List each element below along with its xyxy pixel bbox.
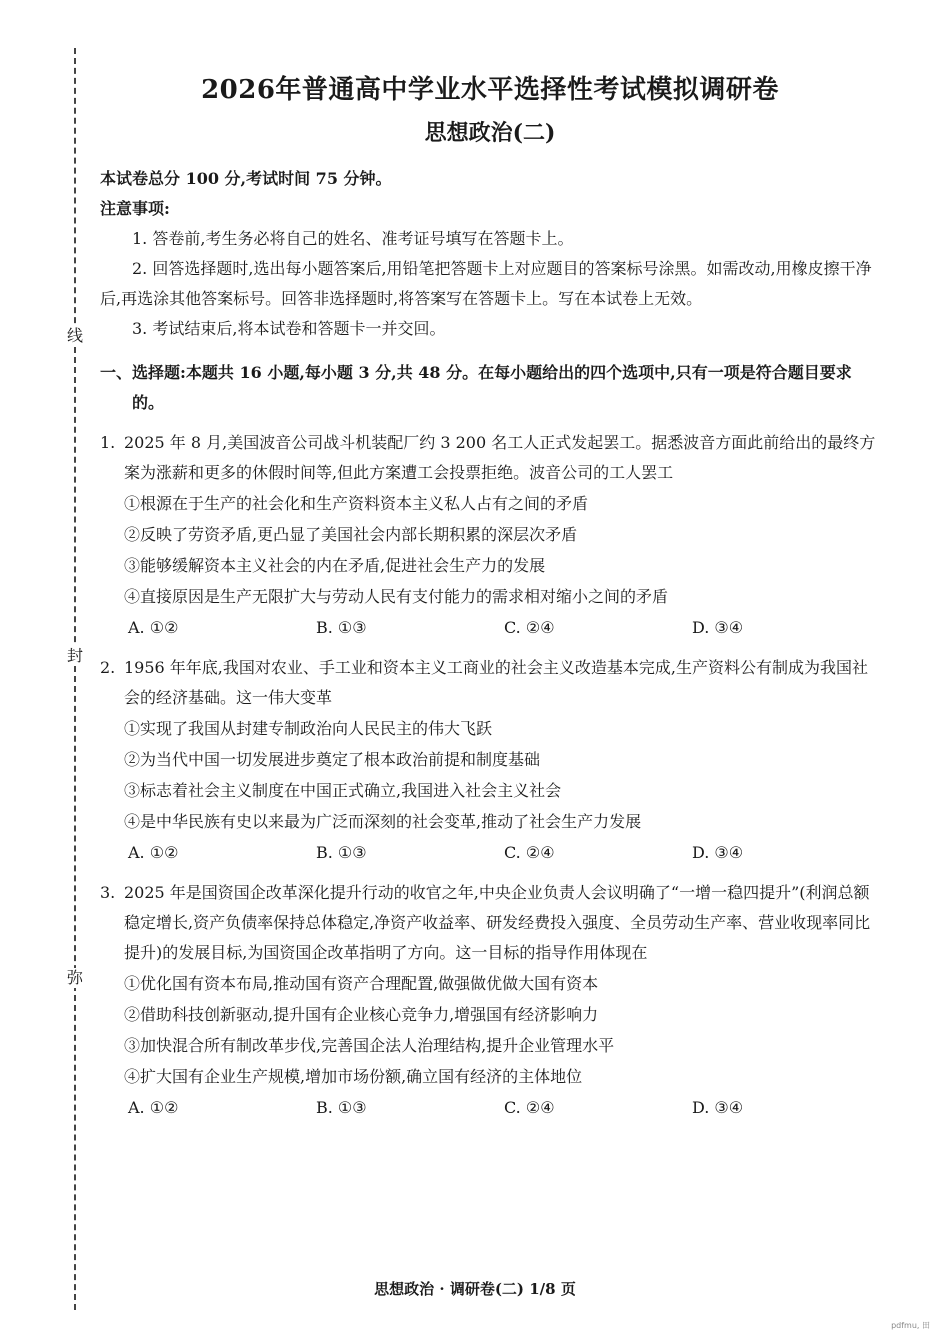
- statement: ②反映了劳资矛盾,更凸显了美国社会内部长期积累的深层次矛盾: [124, 525, 578, 544]
- question-number: 3.: [100, 883, 116, 902]
- answer-choices: [100, 837, 880, 868]
- choice-d: D. ③④: [692, 843, 744, 862]
- question-text: 1956 年年底,我国对农业、手工业和资本主义工商业的社会主义改造基本完成,生产资料公有制成为我国社会的经济基础。这一伟大变革: [124, 658, 868, 707]
- statement: ①优化国有资本布局,推动国有资产合理配置,做强做优做大国有资本: [124, 974, 599, 993]
- question-1: [100, 428, 880, 643]
- exam-total-info: 本试卷总分 100 分,考试时间 75 分钟。: [100, 169, 392, 188]
- answer-choices: [100, 612, 880, 643]
- notes-heading: 注意事项:: [100, 199, 170, 218]
- statement: ③能够缓解资本主义社会的内在矛盾,促进社会生产力的发展: [124, 556, 546, 575]
- exam-title: 2026年普通高中学业水平选择性考试模拟调研卷: [201, 75, 779, 105]
- choice-b: B. ①③: [316, 618, 367, 637]
- statement: ①实现了我国从封建专制政治向人民民主的伟大飞跃: [124, 719, 493, 738]
- question-text: 2025 年是国资国企改革深化提升行动的收官之年,中央企业负责人会议明确了“一增一稳四提升”(利润总额稳定增长,资产负债率保持总体稳定,净资产收益率、研发经费投入强度、全员劳动生产率、营业收现率同比提升)的发展目标,为国资国企改革指明了方向。这一目标的指导作用体现在: [124, 883, 871, 962]
- exam-subtitle: 思想政治(二): [424, 120, 556, 146]
- choice-b: B. ①③: [316, 1098, 367, 1117]
- page-footer: 思想政治 · 调研卷(二) 1/8 页: [374, 1280, 576, 1298]
- statement: ④直接原因是生产无限扩大与劳动人民有支付能力的需求相对缩小之间的矛盾: [124, 587, 669, 606]
- statement: ③加快混合所有制改革步伐,完善国企法人治理结构,提升企业管理水平: [124, 1036, 615, 1055]
- question-3: [100, 878, 880, 1123]
- choice-c: C. ②④: [504, 843, 555, 862]
- choice-d: D. ③④: [692, 1098, 744, 1117]
- statement: ①根源在于生产的社会化和生产资料资本主义私人占有之间的矛盾: [124, 494, 589, 513]
- question-2: [100, 653, 880, 868]
- note-item: 3. 考试结束后,将本试卷和答题卡一并交回。: [132, 319, 446, 338]
- margin-bind-char: 弥: [62, 968, 88, 988]
- statement: ④是中华民族有史以来最为广泛而深刻的社会变革,推动了社会生产力发展: [124, 812, 642, 831]
- statement: ④扩大国有企业生产规模,增加市场份额,确立国有经济的主体地位: [124, 1067, 583, 1086]
- choice-a: A. ①②: [128, 1098, 179, 1117]
- question-number: 2.: [100, 658, 116, 677]
- note-item: 2. 回答选择题时,选出每小题答案后,用铅笔把答题卡上对应题目的答案标号涂黑。如需改动,用橡皮擦干净后,再选涂其他答案标号。回答非选择题时,将答案写在答题卡上。写在本试卷上无效。: [100, 259, 872, 308]
- margin-line-char: 线: [62, 326, 88, 346]
- question-stem: [100, 428, 880, 488]
- margin-seal-char: 封: [62, 646, 88, 666]
- choice-a: A. ①②: [128, 843, 179, 862]
- answer-choices: [100, 1092, 880, 1123]
- statement: ②借助科技创新驱动,提升国有企业核心竞争力,增强国有经济影响力: [124, 1005, 599, 1024]
- watermark: pdfmu, 田: [891, 1321, 930, 1330]
- binding-line: [74, 48, 76, 1310]
- question-text: 2025 年 8 月,美国波音公司战斗机装配厂约 3 200 名工人正式发起罢工。据悉波音方面此前给出的最终方案为涨薪和更多的休假时间等,但此方案遭工会投票拒绝。波音公司的工人罢工: [124, 433, 876, 482]
- choice-c: C. ②④: [504, 1098, 555, 1117]
- choice-b: B. ①③: [316, 843, 367, 862]
- note-item: 1. 答卷前,考生务必将自己的姓名、准考证号填写在答题卡上。: [132, 229, 574, 248]
- choice-c: C. ②④: [504, 618, 555, 637]
- question-stem: [100, 653, 880, 713]
- statement: ③标志着社会主义制度在中国正式确立,我国进入社会主义社会: [124, 781, 562, 800]
- question-number: 1.: [100, 433, 116, 452]
- question-stem: [100, 878, 880, 968]
- exam-page: [100, 72, 880, 1123]
- choice-a: A. ①②: [128, 618, 179, 637]
- choice-d: D. ③④: [692, 618, 744, 637]
- section-heading: 一、选择题:本题共 16 小题,每小题 3 分,共 48 分。在每小题给出的四个选项中,只有一项是符合题目要求的。: [100, 363, 852, 412]
- statement: ②为当代中国一切发展进步奠定了根本政治前提和制度基础: [124, 750, 541, 769]
